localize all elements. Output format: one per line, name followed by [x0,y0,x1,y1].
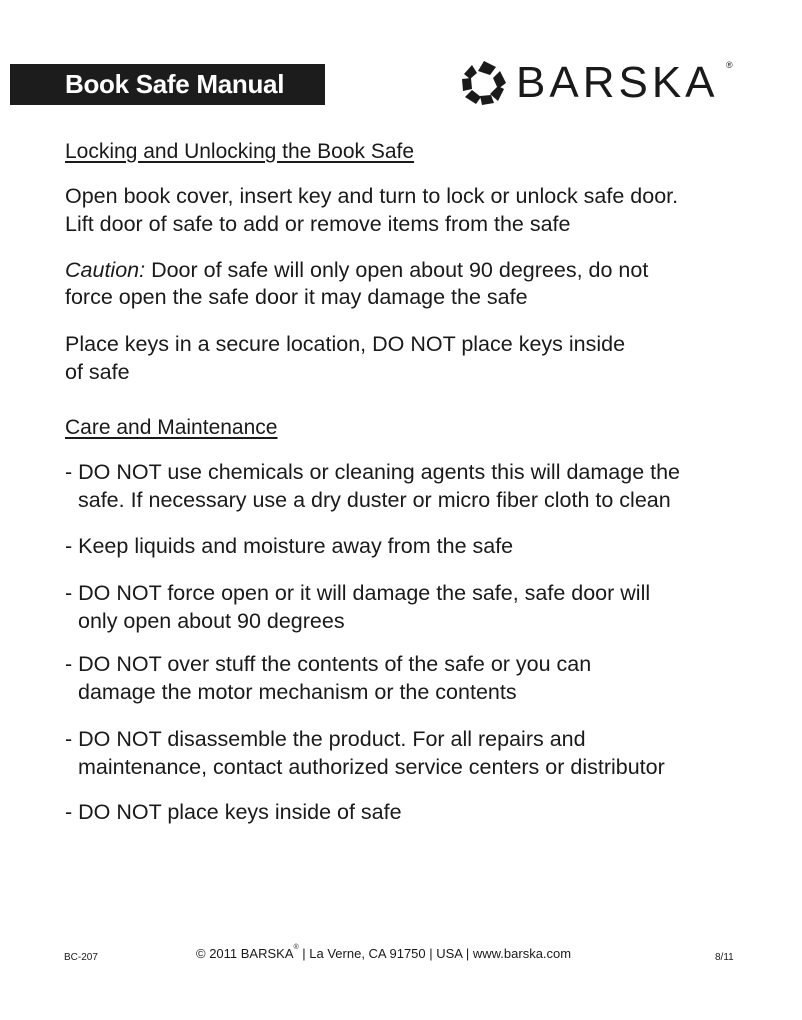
text-line: Place keys in a secure location, DO NOT place keys inside [65,332,626,356]
list-item [65,579,745,635]
list-item [65,725,745,781]
list-item [65,798,745,826]
caution-text: Door of safe will only open about 90 degrees, do not [145,258,649,282]
text-line: - DO NOT disassemble the product. For all repairs and [65,727,586,751]
title-bar [10,64,325,105]
copyright-text: © 2011 BARSKA [196,946,294,961]
brand-name: BARSKA [516,58,719,107]
paragraph-caution [65,257,745,311]
text-line: safe. If necessary use a dry duster or micro fiber cloth to clean [78,488,671,512]
paragraph-keys [65,330,745,386]
text-line: - DO NOT force open or it will damage the safe, safe door will [65,581,651,605]
text-line: - DO NOT place keys inside of safe [65,800,402,824]
text-line: Open book cover, insert key and turn to lock or unlock safe door. [65,184,679,208]
footer-address: | La Verne, CA 91750 | USA | www.barska.com [298,946,572,961]
registered-mark: ® [293,944,299,951]
text-line: maintenance, contact authorized service centers or distributor [78,755,665,779]
paragraph-open-cover [65,182,745,238]
text-line: - DO NOT use chemicals or cleaning agents this will damage the [65,460,681,484]
text-line: only open about 90 degrees [78,609,345,633]
text-line: - DO NOT over stuff the contents of the safe or you can [65,652,592,676]
model-number: BC-207 [64,952,98,963]
barska-aperture-logo-icon [460,59,508,107]
barska-logo [460,58,719,108]
list-item [65,458,745,514]
registered-mark: ® [726,60,733,70]
section-heading-locking: Locking and Unlocking the Book Safe [65,140,415,163]
text-line: Lift door of safe to add or remove items from the safe [65,212,571,236]
footer-copyright [196,946,571,961]
text-line: force open the safe door it may damage the safe [65,285,528,309]
page-title: Book Safe Manual [65,69,285,99]
revision-date: 8/11 [715,952,734,963]
text-line: - Keep liquids and moisture away from the safe [65,534,514,558]
section-heading-care: Care and Maintenance [65,416,278,439]
caution-label: Caution: [65,258,146,282]
list-item [65,532,745,560]
list-item [65,650,745,706]
text-line: of safe [65,360,130,384]
text-line: damage the motor mechanism or the contents [78,680,517,704]
caution-line [65,257,745,284]
